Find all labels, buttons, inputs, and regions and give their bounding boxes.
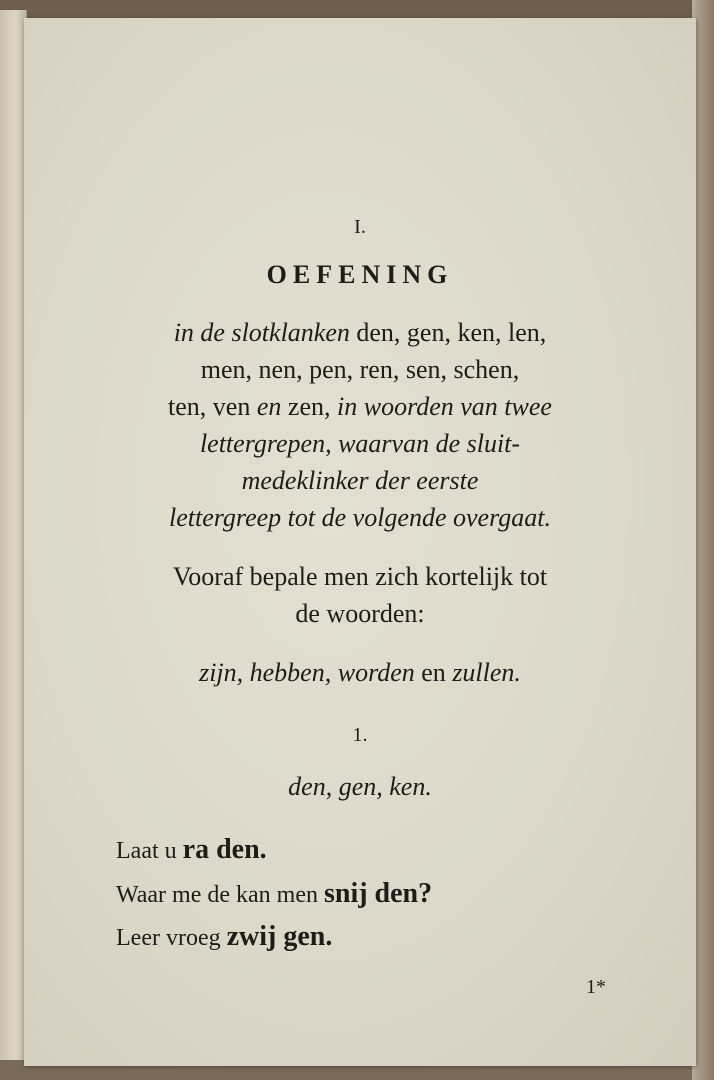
book-page: [24, 18, 696, 1066]
description-syllables: den, gen, ken, len,: [349, 318, 547, 347]
chapter-numeral: I.: [354, 216, 366, 238]
description-line-2: men, nen, pen, ren, sen, schen,: [200, 355, 520, 384]
example-plain: Leer vroeg: [116, 925, 227, 951]
verbs-line: [24, 658, 696, 688]
section-number: 1.: [352, 724, 368, 746]
description-line-3c: zen,: [281, 392, 337, 421]
description-line-6: lettergreep tot de volgende overgaat.: [169, 503, 551, 532]
example-sentence: [116, 834, 267, 866]
section-subheading: den, gen, ken.: [288, 772, 432, 801]
previous-page-edge: [0, 10, 27, 1060]
example-sentence: [116, 921, 332, 953]
description-line-4: lettergrepen, waarvan de sluit-: [199, 429, 521, 458]
description-line-3a: ten, ven: [168, 392, 257, 421]
verbs-italic: zijn, hebben, worden: [199, 658, 415, 687]
description-line-3: [24, 392, 696, 422]
example-sentence: [116, 878, 432, 910]
verbs-last: zullen.: [452, 658, 521, 687]
example-bold: ra den.: [182, 834, 267, 865]
description-line-3b: en: [256, 392, 282, 421]
signature-mark: 1*: [586, 976, 606, 998]
description-line-1: [24, 318, 696, 348]
intro-line-2: de woorden:: [295, 599, 425, 628]
example-bold: zwij gen.: [226, 921, 333, 952]
verbs-conjunction: en: [414, 658, 453, 687]
example-plain: Waar me de kan men: [116, 882, 324, 908]
example-bold: snij den?: [323, 878, 433, 909]
description-line-5: medeklinker der eerste: [241, 466, 479, 495]
description-line-3d: in woorden van twee: [337, 392, 552, 421]
intro-line-1: Vooraf bepale men zich kortelijk tot: [172, 562, 548, 591]
example-plain: Laat u: [116, 838, 183, 864]
page-title: OEFENING: [266, 260, 454, 289]
description-italic: in de slotklanken: [173, 318, 350, 347]
